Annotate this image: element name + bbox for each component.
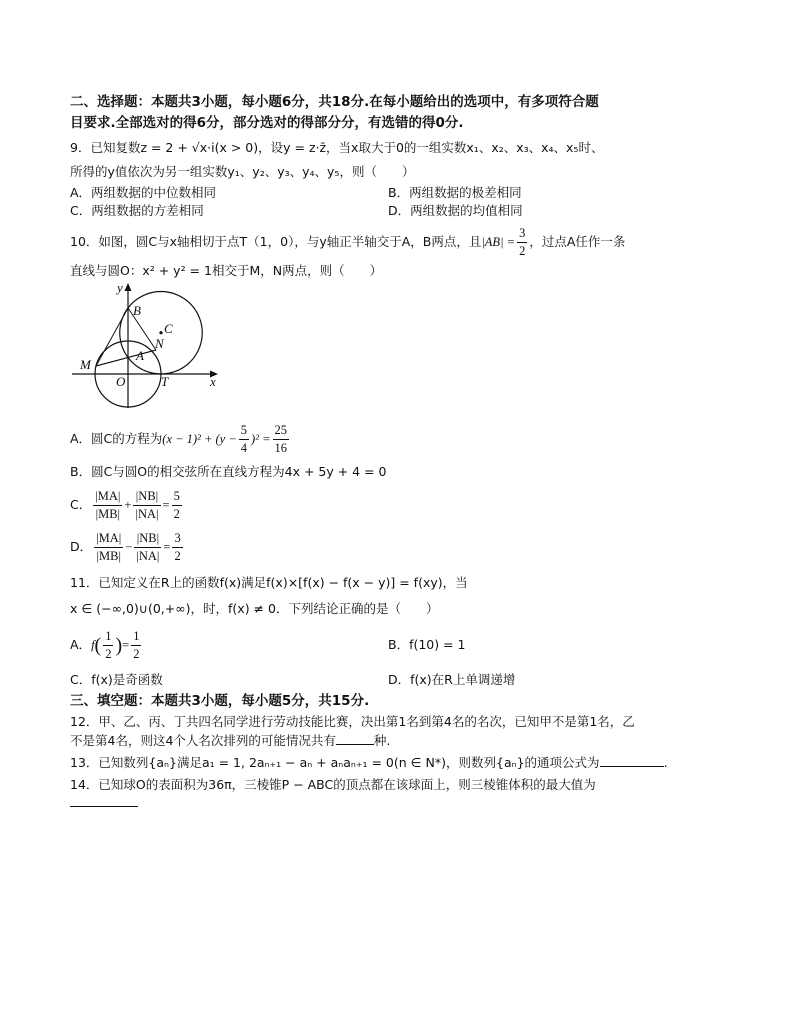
q14-stem: 14．已知球O的表面积为36π，三棱锥P − ABC的顶点都在该球面上，则三棱锥体积的最大值为 <box>70 777 596 792</box>
q14-answer-line <box>70 794 138 812</box>
label-y: y <box>117 280 123 295</box>
q10-option-a-inner-den: 4 <box>240 441 248 455</box>
section3-title: 三、填空题：本题共3小题，每小题5分，共15分. <box>70 693 370 709</box>
q11-option-a-eq: = <box>122 638 130 652</box>
q10-ab-frac-num: 3 <box>517 225 527 243</box>
q11-option-b: B．f(10) = 1 <box>388 637 466 652</box>
q11-option-a-rhs-num: 1 <box>131 628 141 646</box>
label-n: N <box>155 336 164 351</box>
label-a: A <box>136 348 144 363</box>
q11-option-a-rhs-den: 2 <box>133 647 140 661</box>
q10-option-a-expr-left: (x − 1)² + (y − <box>162 432 237 446</box>
q11-option-a-rparen: ) <box>115 634 123 657</box>
q11-option-a-rhs-fraction <box>131 628 141 663</box>
q13-stem <box>70 754 668 772</box>
segment-mb <box>96 308 128 366</box>
q11-option-a-lparen: ( <box>94 634 102 657</box>
q10-stem-line1 <box>70 222 625 262</box>
q10-stem-line2: 直线与圆O：x² + y² = 1相交于M，N两点，则（ ） <box>70 263 383 278</box>
label-o: O <box>116 374 126 389</box>
label-x: x <box>210 374 216 389</box>
q13-stem-end: . <box>663 755 668 770</box>
q10-option-d-op: − <box>125 540 133 554</box>
q10-option-c-fraction2 <box>133 488 160 523</box>
q11-option-d: D．f(x)在R上单调递增 <box>388 672 516 687</box>
q10-option-c-rhs-fraction <box>172 488 182 523</box>
q14-answer-blank <box>70 794 138 807</box>
q10-option-d-rhs-den: 2 <box>174 549 181 563</box>
q10-option-a-rhs-num: 25 <box>273 422 290 440</box>
label-c: C <box>164 321 173 336</box>
q10-option-d-f2-num: |NB| <box>134 530 161 548</box>
q10-option-d-rhs-num: 3 <box>172 530 182 548</box>
q10-option-c-f1-den: |MB| <box>95 507 121 521</box>
q10-option-d-eq: = <box>163 540 171 554</box>
q11-option-c: C．f(x)是奇函数 <box>70 672 163 687</box>
q10-option-c-prefix: C． <box>70 497 92 512</box>
q11-option-a-f: f <box>91 638 95 652</box>
q12-answer-blank <box>336 732 374 745</box>
q10-circle-diagram <box>68 280 228 416</box>
q10-option-c-eq: = <box>162 498 170 512</box>
q10-option-a-expr-right: )² = <box>251 432 271 446</box>
q10-option-d-rhs-fraction <box>172 530 182 565</box>
q12-stem-text-b: 种. <box>373 733 391 748</box>
q10-ab-fraction <box>517 225 527 260</box>
q10-stem-text-a: 10．如图，圆C与x轴相切于点T（1，0），与y轴正半轴交于A，B两点，且 <box>70 234 482 249</box>
q11-stem-line2: x ∈ (−∞,0)∪(0,+∞)，时，f(x) ≠ 0．下列结论正确的是（ ） <box>70 601 439 616</box>
q10-option-d-fraction2 <box>134 530 161 565</box>
q10-option-b: B．圆C与圆O的相交弦所在直线方程为4x + 5y + 4 = 0 <box>70 464 387 479</box>
q9-stem-line2: 所得的y值依次为另一组实数y₁、y₂、y₃、y₄、y₅，则（ ） <box>70 164 415 179</box>
q10-option-a <box>70 420 291 458</box>
q10-stem-text-b: ，过点A任作一条 <box>529 234 626 249</box>
y-axis-arrow <box>125 283 132 291</box>
q10-option-d-f2-den: |NA| <box>136 549 160 563</box>
q10-option-c-rhs-den: 2 <box>173 507 180 521</box>
q10-option-c-f1-num: |MA| <box>93 488 122 506</box>
q10-option-c-rhs-num: 5 <box>172 488 182 506</box>
q10-option-a-prefix: A．圆C的方程为 <box>70 431 163 446</box>
q10-option-d-f1-den: |MB| <box>96 549 121 563</box>
label-b: B <box>133 303 141 318</box>
q10-option-d <box>70 528 185 566</box>
q9-option-a: A．两组数据的中位数相同 <box>70 185 217 200</box>
q10-option-a-rhs-fraction <box>273 422 290 457</box>
q10-option-c <box>70 486 184 524</box>
section2-title-line2: 目要求.全部选对的得6分，部分选对的得部分分，有选错的得0分. <box>70 115 464 131</box>
q11-option-a <box>70 625 143 665</box>
q10-option-c-f2-den: |NA| <box>135 507 159 521</box>
q10-ab-frac-den: 2 <box>519 244 526 258</box>
q10-option-c-f2-num: |NB| <box>133 488 160 506</box>
q12-stem-line1: 12．甲、乙、丙、丁共四名同学进行劳动技能比赛，决出第1名到第4名的名次，已知甲不是第1名，乙 <box>70 714 635 729</box>
segment-mn <box>96 350 156 366</box>
q10-option-c-op: + <box>124 498 132 512</box>
q12-stem-line2 <box>70 732 390 750</box>
q9-option-d: D．两组数据的均值相同 <box>388 203 523 218</box>
q10-option-d-fraction1 <box>94 530 123 565</box>
q9-option-b: B．两组数据的极差相同 <box>388 185 522 200</box>
q10-option-a-inner-num: 5 <box>239 422 249 440</box>
q10-option-a-rhs-den: 16 <box>274 441 288 455</box>
point-c <box>159 331 162 334</box>
q12-stem-text-a: 不是第4名，则这4个人名次排列的可能情况共有 <box>70 733 336 748</box>
q9-stem-line1: 9．已知复数z = 2 + √x·i(x > 0)，设y = z·z̄，当x取大于0的一组实数x₁、x₂、x₃、x₄、x₅时、 <box>70 140 604 155</box>
label-t: T <box>161 374 169 389</box>
q11-stem-line1: 11．已知定义在R上的函数f(x)满足f(x)×[f(x) − f(x − y)] = f(xy)，当 <box>70 575 468 590</box>
q11-option-a-arg-den: 2 <box>105 647 112 661</box>
section2-title-line1: 二、选择题：本题共3小题，每小题6分，共18分.在每小题给出的选项中，有多项符合题 <box>70 94 599 110</box>
q10-option-a-inner-fraction <box>239 422 249 457</box>
q10-option-c-fraction1 <box>93 488 122 523</box>
q10-option-d-f1-num: |MA| <box>94 530 123 548</box>
q9-option-c: C．两组数据的方差相同 <box>70 203 204 218</box>
q11-option-a-arg-fraction <box>103 628 113 663</box>
q10-abs-ab: |AB| = <box>481 235 516 249</box>
q10-option-d-prefix: D． <box>70 539 93 554</box>
label-m: M <box>80 357 91 372</box>
q13-answer-blank <box>600 754 664 767</box>
q11-option-a-prefix: A． <box>70 637 92 652</box>
q13-stem-text: 13．已知数列{aₙ}满足a₁ = 1, 2aₙ₊₁ − aₙ + aₙaₙ₊₁ = 0(n ∈ N*)，则数列{aₙ}的通项公式为 <box>70 755 600 770</box>
q11-option-a-arg-num: 1 <box>103 628 113 646</box>
